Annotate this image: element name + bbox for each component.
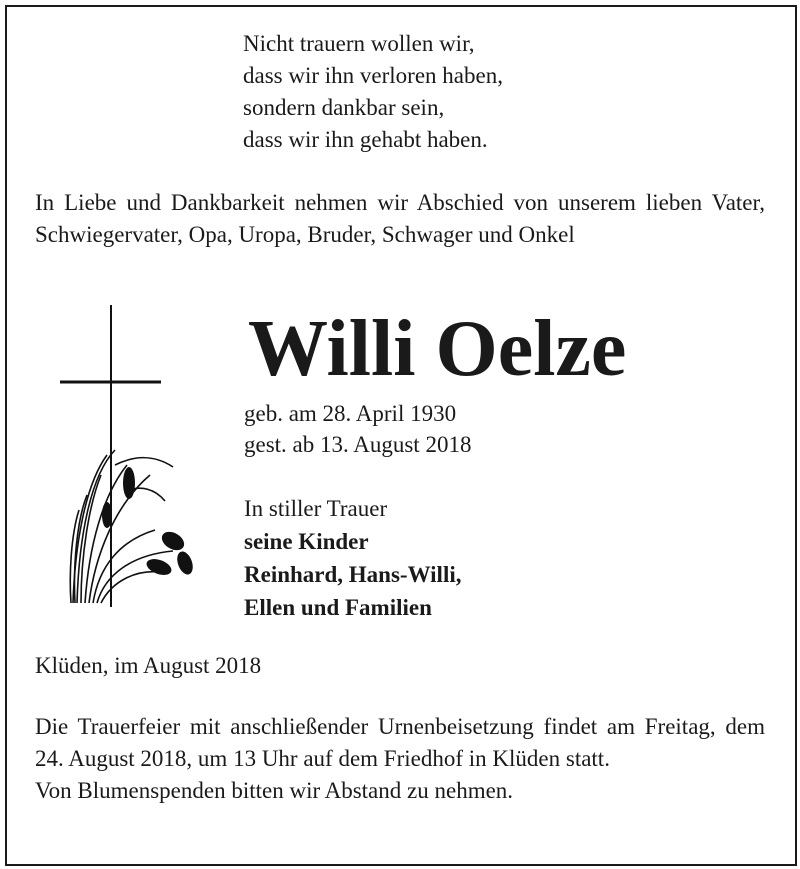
birth-date: geb. am 28. April 1930 bbox=[244, 401, 457, 426]
place-date: Klüden, im August 2018 bbox=[35, 653, 262, 678]
mourning-phrase: In stiller Trauer bbox=[244, 496, 388, 521]
mourners-line: seine Kinder bbox=[244, 529, 369, 554]
ceremony-text: Die Trauerfeier mit anschließender Urnenbeisetzung findet am Freitag, dem 24. August 2018, um 13 Uhr auf dem Friedhof in Klüden statt. bbox=[35, 714, 765, 771]
death-date: gest. ab 13. August 2018 bbox=[244, 432, 472, 457]
mourners-block bbox=[244, 492, 461, 624]
ceremony-info bbox=[35, 711, 765, 807]
poem-line: Nicht trauern wollen wir, bbox=[243, 31, 475, 56]
mourners-line: Reinhard, Hans-Willi, bbox=[244, 562, 462, 587]
poem bbox=[243, 28, 723, 156]
life-dates bbox=[244, 398, 471, 460]
flowers-note: Von Blumenspenden bitten wir Abstand zu nehmen. bbox=[35, 778, 514, 803]
poem-line: dass wir ihn gehabt haben. bbox=[243, 127, 488, 152]
deceased-name: Willi Oelze bbox=[248, 305, 627, 393]
poem-line: sondern dankbar sein, bbox=[243, 95, 445, 120]
intro-text: In Liebe und Dankbarkeit nehmen wir Abschied von unserem lieben Vater, Schwiegervater, Opa, Uropa, Bruder, Schwager und Onkel bbox=[35, 190, 765, 247]
cross-with-grain-icon bbox=[55, 305, 215, 615]
mourners-line: Ellen und Familien bbox=[244, 595, 432, 620]
poem-line: dass wir ihn verloren haben, bbox=[243, 63, 503, 88]
